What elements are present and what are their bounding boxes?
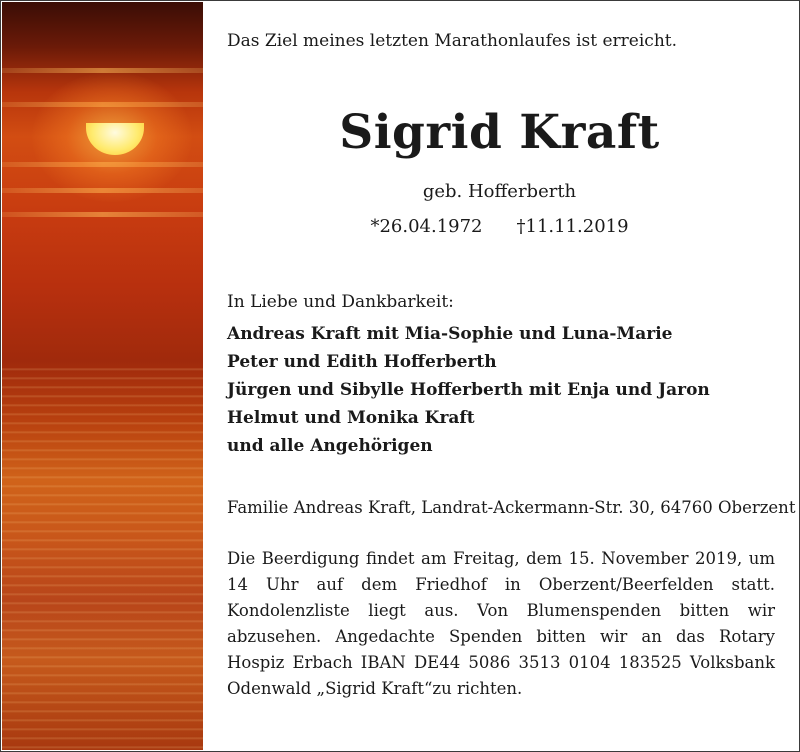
birth-date: *26.04.1972 (370, 216, 483, 237)
mourners-intro: In Liebe und Dankbarkeit: (227, 292, 454, 312)
notice-text (227, 1, 796, 751)
mourners-list (227, 320, 710, 460)
birth-name: geb. Hofferberth (422, 181, 577, 202)
funeral-details: Die Beerdigung findet am Freitag, dem 15. November 2019, um 14 Uhr auf dem Friedhof in Oberzent/Beerfelden statt. Kondolenzliste liegt aus. Von Blumenspenden bitten wir abzusehen. Angedachte Spenden bitten wir an das Rotary Hospiz Erbach IBAN DE44 5086 3513 0104 183525 Volksbank Odenwald „Sigrid Kraft“zu richten. (227, 549, 775, 698)
family-address: Familie Andreas Kraft, Landrat-Ackermann-Str. 30, 64760 Oberzent (227, 498, 796, 517)
cloud-band (2, 212, 203, 217)
mourner: Jürgen und Sibylle Hofferberth mit Enja und Jaron (227, 380, 710, 400)
quote: Das Ziel meines letzten Marathonlaufes ist erreicht. (227, 31, 678, 51)
mourner: Andreas Kraft mit Mia-Sophie und Luna-Marie (227, 324, 673, 344)
deceased-name: Sigrid Kraft (339, 105, 660, 160)
mourner: Peter und Edith Hofferberth (227, 352, 497, 372)
sea-reflection (2, 362, 203, 750)
mourner: Helmut und Monika Kraft (227, 408, 475, 428)
life-dates (227, 216, 772, 237)
death-date: †11.11.2019 (516, 216, 629, 237)
sunset-photo (2, 2, 203, 750)
mourner: und alle Angehörigen (227, 436, 433, 456)
